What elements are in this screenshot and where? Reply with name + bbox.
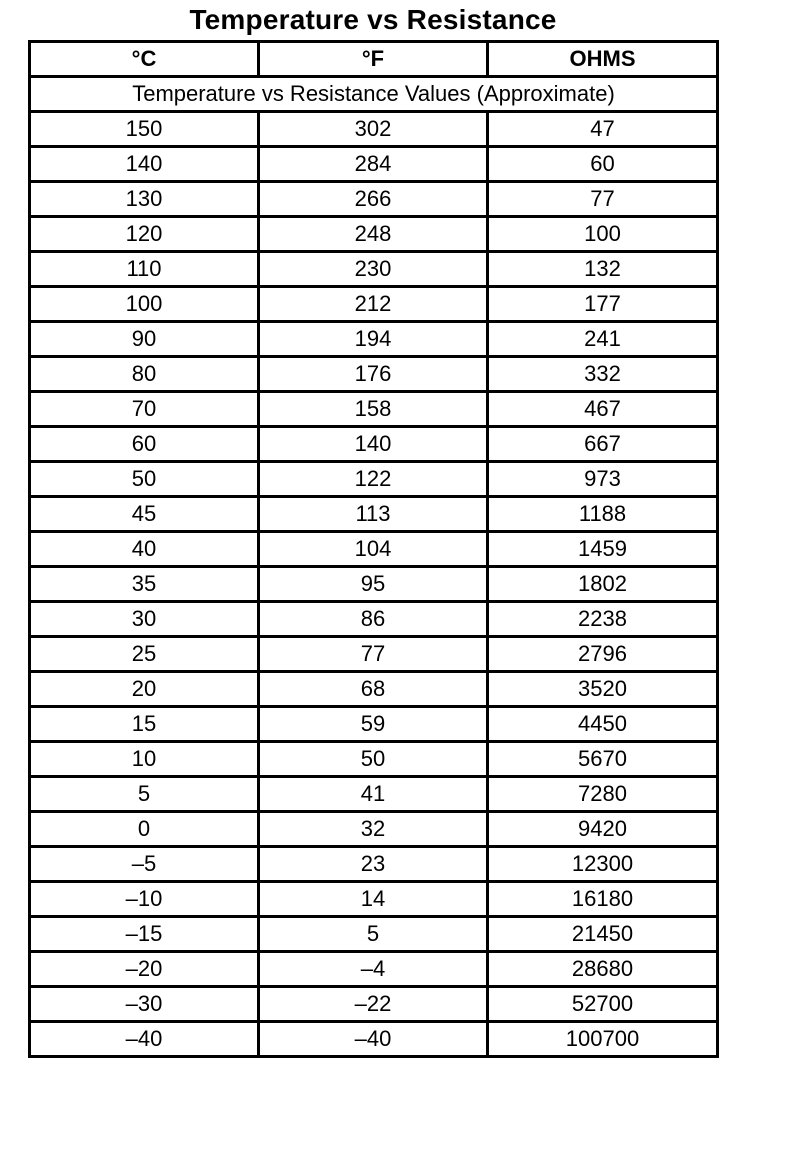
fahrenheit-cell: 140 bbox=[259, 427, 488, 462]
table-row bbox=[30, 812, 718, 847]
ohms-cell: 47 bbox=[488, 112, 718, 147]
table-row bbox=[30, 847, 718, 882]
table-row bbox=[30, 287, 718, 322]
ohms-cell: 1459 bbox=[488, 532, 718, 567]
celsius-cell: 15 bbox=[30, 707, 259, 742]
table-body bbox=[30, 112, 718, 1057]
fahrenheit-cell: 68 bbox=[259, 672, 488, 707]
celsius-cell: 120 bbox=[30, 217, 259, 252]
table-row bbox=[30, 532, 718, 567]
ohms-cell: 7280 bbox=[488, 777, 718, 812]
table-row bbox=[30, 672, 718, 707]
fahrenheit-cell: 302 bbox=[259, 112, 488, 147]
celsius-cell: –40 bbox=[30, 1022, 259, 1057]
celsius-cell: 20 bbox=[30, 672, 259, 707]
ohms-cell: 2238 bbox=[488, 602, 718, 637]
fahrenheit-cell: 104 bbox=[259, 532, 488, 567]
fahrenheit-cell: 77 bbox=[259, 637, 488, 672]
fahrenheit-cell: 32 bbox=[259, 812, 488, 847]
ohms-cell: 2796 bbox=[488, 637, 718, 672]
ohms-cell: 1188 bbox=[488, 497, 718, 532]
fahrenheit-cell: 266 bbox=[259, 182, 488, 217]
ohms-cell: 467 bbox=[488, 392, 718, 427]
table-row bbox=[30, 497, 718, 532]
fahrenheit-cell: 284 bbox=[259, 147, 488, 182]
celsius-cell: 50 bbox=[30, 462, 259, 497]
ohms-cell: 1802 bbox=[488, 567, 718, 602]
fahrenheit-cell: 248 bbox=[259, 217, 488, 252]
table-row bbox=[30, 427, 718, 462]
fahrenheit-cell: 95 bbox=[259, 567, 488, 602]
celsius-cell: 5 bbox=[30, 777, 259, 812]
table-row bbox=[30, 567, 718, 602]
page-title: Temperature vs Resistance bbox=[189, 4, 557, 35]
fahrenheit-cell: 86 bbox=[259, 602, 488, 637]
ohms-cell: 667 bbox=[488, 427, 718, 462]
celsius-cell: –5 bbox=[30, 847, 259, 882]
ohms-cell: 9420 bbox=[488, 812, 718, 847]
celsius-cell: –15 bbox=[30, 917, 259, 952]
temperature-resistance-table bbox=[28, 40, 719, 1058]
table-row bbox=[30, 777, 718, 812]
table-row bbox=[30, 112, 718, 147]
celsius-cell: 130 bbox=[30, 182, 259, 217]
ohms-cell: 60 bbox=[488, 147, 718, 182]
celsius-cell: 110 bbox=[30, 252, 259, 287]
table-row bbox=[30, 322, 718, 357]
table-row bbox=[30, 182, 718, 217]
ohms-cell: 4450 bbox=[488, 707, 718, 742]
table-row bbox=[30, 217, 718, 252]
celsius-cell: 25 bbox=[30, 637, 259, 672]
subtitle-row bbox=[30, 77, 718, 112]
header-celsius: °C bbox=[30, 42, 259, 77]
ohms-cell: 28680 bbox=[488, 952, 718, 987]
celsius-cell: –30 bbox=[30, 987, 259, 1022]
celsius-cell: –20 bbox=[30, 952, 259, 987]
fahrenheit-cell: 194 bbox=[259, 322, 488, 357]
celsius-cell: 35 bbox=[30, 567, 259, 602]
fahrenheit-cell: 23 bbox=[259, 847, 488, 882]
ohms-cell: 241 bbox=[488, 322, 718, 357]
table-row bbox=[30, 392, 718, 427]
fahrenheit-cell: –40 bbox=[259, 1022, 488, 1057]
table-row bbox=[30, 252, 718, 287]
fahrenheit-cell: 212 bbox=[259, 287, 488, 322]
ohms-cell: 21450 bbox=[488, 917, 718, 952]
table-row bbox=[30, 357, 718, 392]
header-fahrenheit: °F bbox=[259, 42, 488, 77]
fahrenheit-cell: –22 bbox=[259, 987, 488, 1022]
table-row bbox=[30, 147, 718, 182]
ohms-cell: 16180 bbox=[488, 882, 718, 917]
celsius-cell: 40 bbox=[30, 532, 259, 567]
table-row bbox=[30, 917, 718, 952]
ohms-cell: 100 bbox=[488, 217, 718, 252]
celsius-cell: 30 bbox=[30, 602, 259, 637]
ohms-cell: 5670 bbox=[488, 742, 718, 777]
celsius-cell: 90 bbox=[30, 322, 259, 357]
celsius-cell: 100 bbox=[30, 287, 259, 322]
ohms-cell: 52700 bbox=[488, 987, 718, 1022]
fahrenheit-cell: 14 bbox=[259, 882, 488, 917]
fahrenheit-cell: 50 bbox=[259, 742, 488, 777]
celsius-cell: 140 bbox=[30, 147, 259, 182]
ohms-cell: 132 bbox=[488, 252, 718, 287]
fahrenheit-cell: 158 bbox=[259, 392, 488, 427]
ohms-cell: 77 bbox=[488, 182, 718, 217]
fahrenheit-cell: 41 bbox=[259, 777, 488, 812]
celsius-cell: 70 bbox=[30, 392, 259, 427]
table-row bbox=[30, 1022, 718, 1057]
table-row bbox=[30, 602, 718, 637]
fahrenheit-cell: 113 bbox=[259, 497, 488, 532]
celsius-cell: 0 bbox=[30, 812, 259, 847]
table-row bbox=[30, 952, 718, 987]
ohms-cell: 177 bbox=[488, 287, 718, 322]
celsius-cell: 60 bbox=[30, 427, 259, 462]
header-row bbox=[30, 42, 718, 77]
table-row bbox=[30, 462, 718, 497]
ohms-cell: 332 bbox=[488, 357, 718, 392]
celsius-cell: 80 bbox=[30, 357, 259, 392]
fahrenheit-cell: 230 bbox=[259, 252, 488, 287]
ohms-cell: 3520 bbox=[488, 672, 718, 707]
table-subtitle: Temperature vs Resistance Values (Approximate) bbox=[30, 77, 718, 112]
fahrenheit-cell: –4 bbox=[259, 952, 488, 987]
table-row bbox=[30, 987, 718, 1022]
table-row bbox=[30, 742, 718, 777]
ohms-cell: 100700 bbox=[488, 1022, 718, 1057]
fahrenheit-cell: 5 bbox=[259, 917, 488, 952]
fahrenheit-cell: 122 bbox=[259, 462, 488, 497]
celsius-cell: 10 bbox=[30, 742, 259, 777]
fahrenheit-cell: 176 bbox=[259, 357, 488, 392]
table-row bbox=[30, 637, 718, 672]
fahrenheit-cell: 59 bbox=[259, 707, 488, 742]
table-row bbox=[30, 882, 718, 917]
celsius-cell: 45 bbox=[30, 497, 259, 532]
header-ohms: OHMS bbox=[488, 42, 718, 77]
celsius-cell: –10 bbox=[30, 882, 259, 917]
table-row bbox=[30, 707, 718, 742]
ohms-cell: 973 bbox=[488, 462, 718, 497]
ohms-cell: 12300 bbox=[488, 847, 718, 882]
celsius-cell: 150 bbox=[30, 112, 259, 147]
